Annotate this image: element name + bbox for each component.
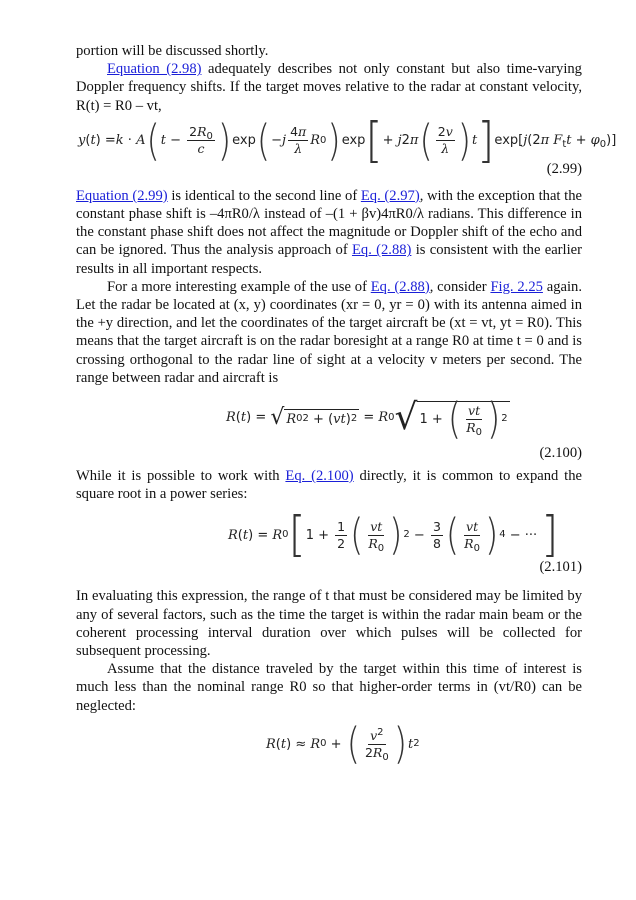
equation-2-101	[76, 503, 582, 583]
fig-2-25-link[interactable]: Fig. 2.25	[490, 278, 543, 295]
para-1: portion will be discussed shortly.	[76, 43, 269, 59]
para-4-text-2: , consider	[429, 278, 491, 295]
para-2-text: adequately describes not only constant but also time-varying Doppler frequency shifts. If the target moves relative to the radar at constant velocity, R(t) = R0 – vt,	[76, 61, 582, 114]
eq-approx-expression: R ( t ) ≈ R 0 + ( $\frac{v^2}{2R_0}$ ) t 2	[266, 719, 420, 770]
eq-2-98-link[interactable]: Equation (2.98)	[107, 61, 202, 78]
para-7: Assume that the distance traveled by the target within this time of interest is much less than the nominal range R0 so that higher-order terms in (vt/R0) can be neglected:	[76, 661, 582, 714]
equation-2-99	[76, 112, 617, 187]
page-body	[76, 42, 617, 775]
para-5-text-1: While it is possible to work with	[76, 468, 286, 485]
para-3	[76, 187, 582, 278]
para-5-text-2: directly, it is common to expand the square root in a power series:	[76, 468, 582, 503]
para-3-text-3: is consistent with the earlier results in all important respects.	[76, 242, 582, 277]
eq-2-99-expression: y ( t ) = k · A ( t − $\frac{2R_0}{c}$ ) exp ( −j $\frac{4\pi}{\lambda}$ R 0 ) exp [ + j2π ( $\frac{2v}{\lambda}$ ) t ] exp[j(2π $F_tt + \varphi_0$)]	[78, 112, 617, 169]
para-3-text-1: is identical to the second line of	[167, 187, 361, 204]
equation-approx	[76, 715, 582, 775]
eq-2-88-link-2[interactable]: Eq. (2.88)	[370, 278, 430, 295]
eq-2-100-link[interactable]: Eq. (2.100)	[285, 468, 354, 485]
para-4-text-3: again. Let the radar be located at (x, y) coordinates (xr = 0, yr = 0) with its antenna aimed in the +y direction, and let the coordinates of the target aircraft be (xt = vt, yt = R0). This means that the target aircraft is on the radar boresight at a range R0 at time t = 0 and is crossing orthogonal to the radar line of sight at a velocity v meters per second. The range between radar and aircraft is	[76, 278, 582, 386]
eq-2-100-expression: R ( t ) = √ R 0 2 + ( vt ) 2 = R 0 √ 1 + ( $\frac{vt}{R_0}$ ) 2	[226, 394, 508, 445]
eq-2-100-number: (2.100)	[539, 445, 582, 462]
eq-2-97-link[interactable]: Eq. (2.97)	[360, 187, 420, 204]
eq-2-88-link-1[interactable]: Eq. (2.88)	[351, 242, 412, 259]
eq-2-99-link[interactable]: Equation (2.99)	[76, 187, 168, 204]
eq-2-101-number: (2.101)	[539, 559, 582, 576]
para-4	[76, 278, 582, 387]
para-3-text-2: , with the exception that the constant phase shift is –4πR0/λ instead of –(1 + βv)4πR0/λ radians. This difference in the constant phase shift does not affect the magnitude or Doppler shift of the echo and can be ignored. Thus the analysis approach of	[76, 187, 582, 259]
para-2	[76, 60, 582, 115]
para-5	[76, 467, 582, 503]
eq-2-99-number: (2.99)	[546, 160, 582, 177]
para-4-text-1: For a more interesting example of the use of	[107, 278, 371, 295]
eq-2-101-expression: R ( t ) = R 0 [ 1 + $\frac{1}{2}$ ( $\frac{vt}{R_0}$ ) 2 − $\frac{3}{8}$ ( $\frac{vt}{R_0}$ ) 4 − ··· ]	[228, 506, 559, 563]
para-6: In evaluating this expression, the range of t that must be considered may be limited by any of several factors, such as the time the target is within the radar main beam or the coherent processing interval duration over which pulses will be collected for subsequent processing.	[76, 588, 582, 660]
equation-2-100	[76, 387, 582, 467]
